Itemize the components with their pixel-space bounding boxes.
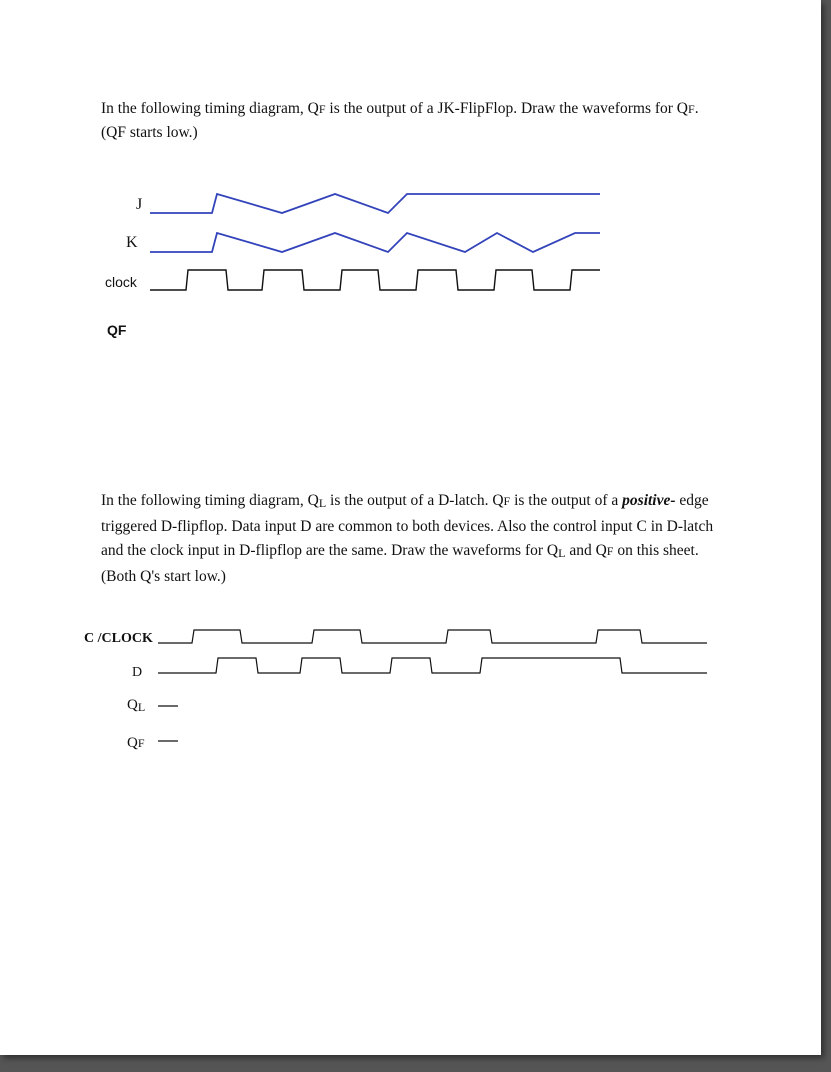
d-waveform [158,658,707,673]
qf-label: QF [107,322,127,338]
k-waveform [150,233,600,252]
j-waveform [150,194,600,213]
clock-label: clock [105,274,137,290]
problem1-text: In the following timing diagram, QF is the output of a JK-FlipFlop. Draw the waveforms for QF. (QF starts low.) [101,100,699,141]
d-label: D [132,665,143,680]
ql-label: QL [127,697,146,714]
qf2-label: QF [127,735,145,751]
clock-waveform [150,270,600,290]
k-label: K [126,234,138,251]
j-label: J [136,196,143,213]
problem2-text: In the following timing diagram, QL is the output of a D-latch. QF is the output of a positive- edge triggered D-flipflop. Data input D are common to both devices. Also the control input C in D-latch and the clock input in D-flipflop are the same. Draw the waveforms for QL and QF on this sheet. (Both Q's start low.) [101,492,714,585]
cclock-waveform [158,630,707,643]
cclock-label: C /CLOCK [84,631,153,646]
